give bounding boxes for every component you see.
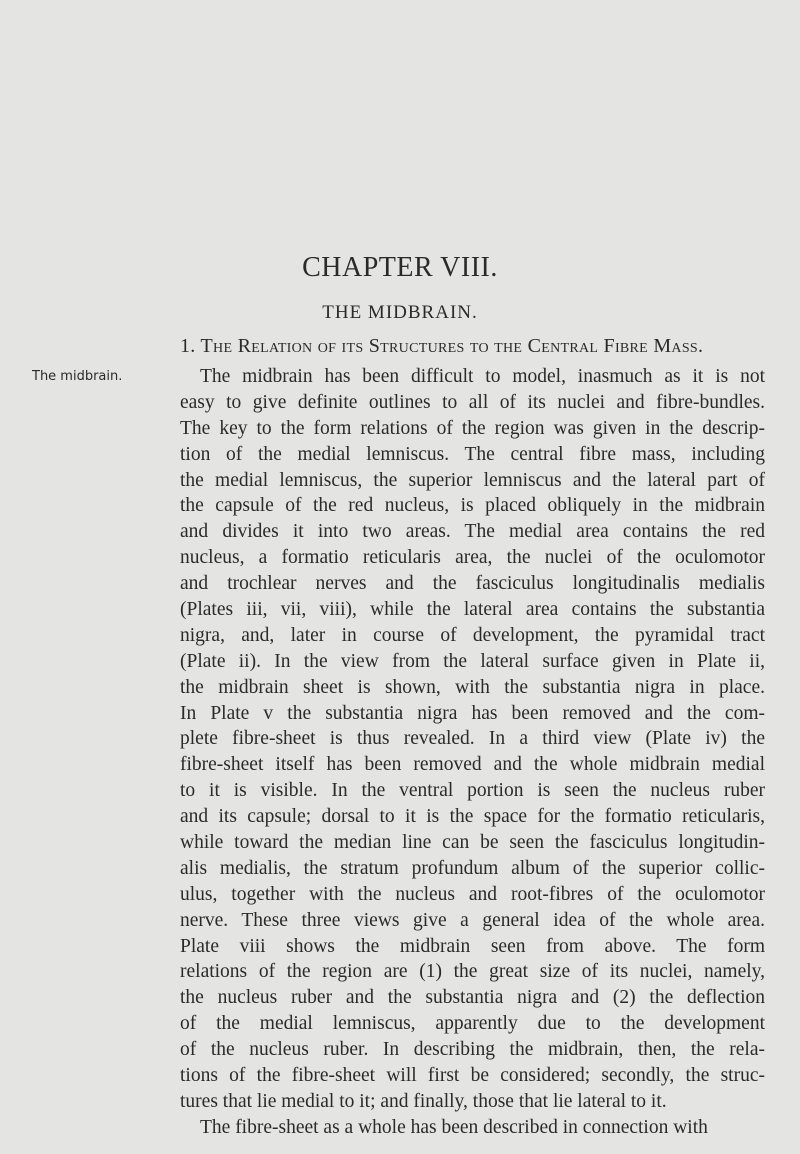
body-line: nucleus, a formatio reticularis area, the nuclei of the oculomotor [180, 547, 765, 569]
body-line: (Plate ii). In the view from the lateral surface given in Plate ii, [180, 650, 765, 672]
body-line: nigra, and, later in course of development, the pyramidal tract [180, 624, 765, 646]
body-line: Plate viii shows the midbrain seen from above. The form [180, 935, 765, 957]
body-line: to it is visible. In the ventral portion is seen the nucleus ruber [180, 780, 765, 802]
body-line: easy to give definite outlines to all of its nuclei and fibre-bundles. [180, 391, 765, 413]
body-line: The key to the form relations of the region was given in the descrip- [180, 417, 765, 439]
section-heading: 1. The Relation of its Structures to the Central Fibre Mass. [180, 335, 704, 357]
body-line: nerve. These three views give a general idea of the whole area. [180, 909, 765, 931]
body-text [180, 364, 765, 1141]
body-line: the midbrain sheet is shown, with the substantia nigra in place. [180, 676, 765, 698]
body-line: tures that lie medial to it; and finally, those that lie lateral to it. [180, 1090, 667, 1112]
body-line: The fibre-sheet as a whole has been described in connection with [200, 1116, 708, 1138]
body-line: alis medialis, the stratum profundum album of the superior collic- [180, 857, 765, 879]
marginal-note: The midbrain. [32, 369, 123, 384]
body-line: and trochlear nerves and the fasciculus longitudinalis medialis [180, 573, 765, 595]
body-line: plete fibre-sheet is thus revealed. In a third view (Plate iv) the [180, 728, 765, 750]
body-line: (Plates iii, vii, viii), while the lateral area contains the substantia [180, 599, 765, 621]
body-line: tion of the medial lemniscus. The central fibre mass, including [180, 443, 765, 465]
body-line: fibre-sheet itself has been removed and the whole midbrain medial [180, 754, 765, 776]
body-line: while toward the median line can be seen the fasciculus longitudin- [180, 832, 765, 854]
body-line: the capsule of the red nucleus, is placed obliquely in the midbrain [180, 495, 765, 517]
body-line: of the medial lemniscus, apparently due to the development [180, 1013, 765, 1035]
body-line: the nucleus ruber and the substantia nigra and (2) the deflection [180, 987, 765, 1009]
body-line: the medial lemniscus, the superior lemniscus and the lateral part of [180, 469, 765, 491]
body-line: and its capsule; dorsal to it is the space for the formatio reticularis, [180, 806, 765, 828]
body-line: and divides it into two areas. The medial area contains the red [180, 521, 765, 543]
chapter-heading: CHAPTER VIII. [302, 252, 498, 283]
body-line: In Plate v the substantia nigra has been removed and the com- [180, 702, 765, 724]
body-line: of the nucleus ruber. In describing the midbrain, then, the rela- [180, 1039, 765, 1061]
body-line: relations of the region are (1) the great size of its nuclei, namely, [180, 961, 765, 983]
body-line: tions of the fibre-sheet will first be considered; secondly, the struc- [180, 1065, 765, 1087]
body-line: ulus, together with the nucleus and root-fibres of the oculomotor [180, 883, 765, 905]
chapter-title: THE MIDBRAIN. [322, 302, 478, 323]
body-line: The midbrain has been difficult to model, inasmuch as it is not [200, 366, 765, 387]
